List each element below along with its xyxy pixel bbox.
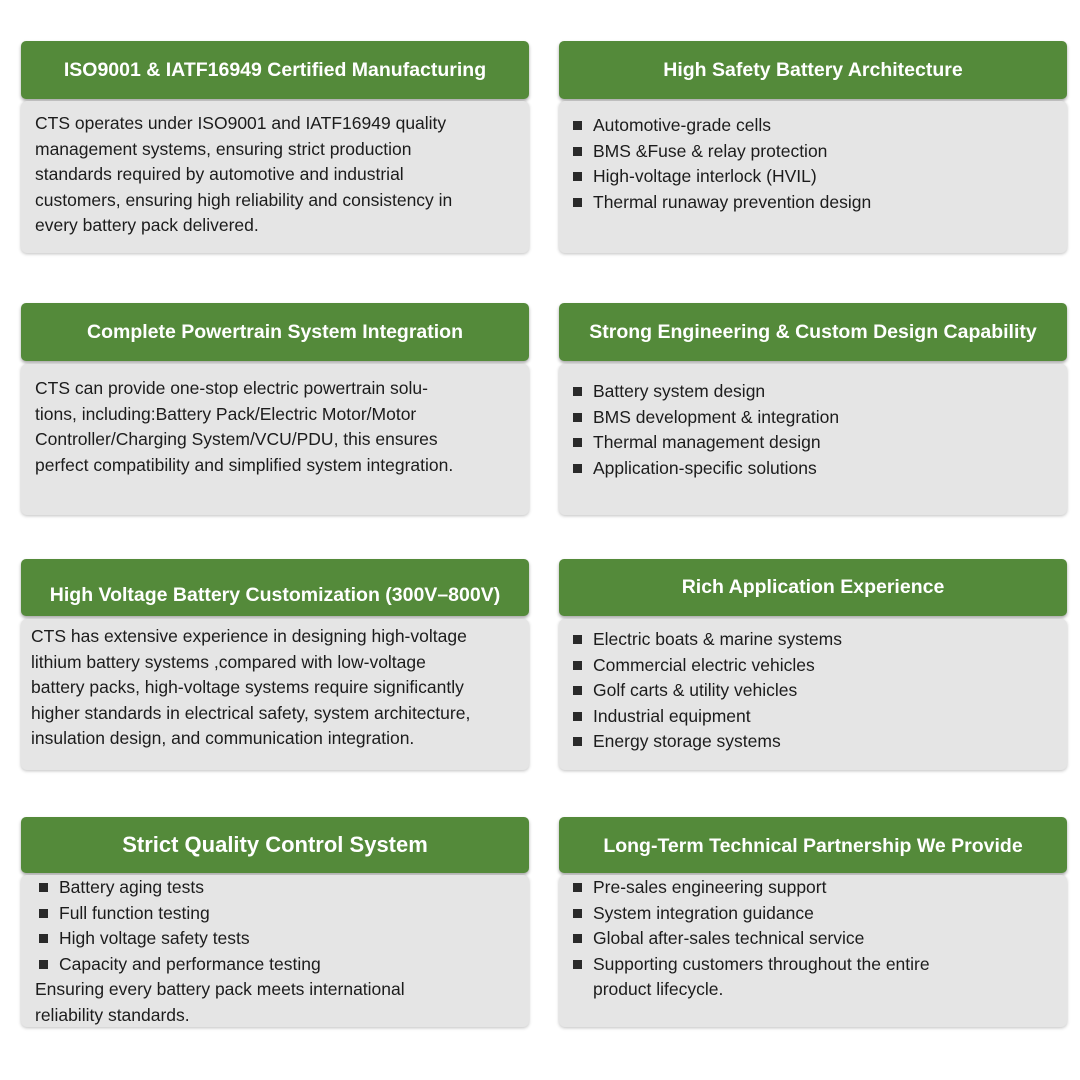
list-item-text: Pre-sales engineering support (593, 877, 827, 897)
list-item (39, 901, 515, 927)
list-item (573, 729, 1053, 755)
bullet-list (35, 875, 515, 977)
list-item-text: Automotive-grade cells (593, 115, 771, 135)
square-bullet-icon (39, 934, 48, 943)
card-title: Long-Term Technical Partnership We Provide (559, 817, 1067, 873)
card-body (559, 619, 1067, 770)
list-item (39, 875, 515, 901)
list-item (573, 926, 1053, 952)
list-item (39, 926, 515, 952)
square-bullet-icon (573, 147, 582, 156)
card-body (21, 364, 529, 515)
square-bullet-icon (573, 387, 582, 396)
list-item-text: High-voltage interlock (HVIL) (593, 166, 817, 186)
list-item-text: Battery system design (593, 381, 766, 401)
square-bullet-icon (573, 413, 582, 422)
list-item-text: Thermal management design (593, 432, 821, 452)
bullet-list (573, 875, 1053, 1003)
list-item (573, 190, 1053, 216)
card-text: CTS can provide one-stop electric powertrain solu- tions, including:Battery Pack/Electric Motor/Motor Controller/Charging System/VCU/PDU, this ensures perfect compatibility and simplified system integration. (35, 378, 454, 475)
list-item-text: Capacity and performance testing (59, 953, 321, 974)
square-bullet-icon (573, 198, 582, 207)
square-bullet-icon (573, 737, 582, 746)
card-text: CTS operates under ISO9001 and IATF16949 quality management systems, ensuring strict production standards required by automotive and industrial customers, ensuring high reliability and consistency in every battery pack delivered. (35, 113, 453, 235)
list-item (39, 952, 515, 978)
list-item (573, 875, 1053, 901)
list-item (573, 952, 1053, 1003)
square-bullet-icon (39, 883, 48, 892)
list-item-text: Full function testing (59, 902, 210, 923)
list-item-text: Energy storage systems (593, 731, 781, 751)
card-title: Strong Engineering & Custom Design Capability (559, 303, 1067, 361)
list-item (573, 164, 1053, 190)
square-bullet-icon (39, 960, 48, 969)
list-item-text: BMS &Fuse & relay protection (593, 140, 828, 161)
square-bullet-icon (573, 712, 582, 721)
list-item (573, 456, 1053, 482)
list-item-text: Supporting customers throughout the entire product lifecycle. (593, 953, 930, 999)
list-item-text: Industrial equipment (593, 705, 751, 726)
list-item (573, 653, 1053, 679)
list-item-text: Global after-sales technical service (593, 928, 865, 948)
card-body (21, 619, 529, 770)
card-text: Ensuring every battery pack meets international reliability standards. (35, 979, 405, 1025)
square-bullet-icon (573, 464, 582, 473)
list-item-text: Battery aging tests (59, 877, 204, 897)
list-item-text: BMS development & integration (593, 406, 840, 427)
card-title: High Voltage Battery Customization (300V–800V) (21, 559, 529, 616)
card-title: Rich Application Experience (559, 559, 1067, 616)
list-item (573, 627, 1053, 653)
square-bullet-icon (573, 438, 582, 447)
card-title: High Safety Battery Architecture (559, 41, 1067, 99)
bullet-list (573, 379, 1053, 481)
list-item-text: High voltage safety tests (59, 928, 250, 948)
card-body (559, 101, 1067, 253)
card-body (21, 875, 529, 1027)
list-item (573, 405, 1053, 431)
list-item-text: Application-specific solutions (593, 457, 817, 478)
square-bullet-icon (573, 934, 582, 943)
square-bullet-icon (573, 635, 582, 644)
card-title: Strict Quality Control System (21, 817, 529, 873)
list-item (573, 704, 1053, 730)
list-item (573, 678, 1053, 704)
square-bullet-icon (573, 686, 582, 695)
bullet-list (573, 627, 1053, 755)
square-bullet-icon (573, 661, 582, 670)
list-item (573, 139, 1053, 165)
card-body (559, 364, 1067, 515)
square-bullet-icon (573, 121, 582, 130)
card-title: ISO9001 & IATF16949 Certified Manufacturing (21, 41, 529, 99)
list-item-text: System integration guidance (593, 902, 814, 923)
square-bullet-icon (573, 909, 582, 918)
list-item (573, 901, 1053, 927)
list-item-text: Golf carts & utility vehicles (593, 680, 798, 700)
list-item (573, 430, 1053, 456)
list-item-text: Electric boats & marine systems (593, 629, 842, 649)
card-text: CTS has extensive experience in designing high-voltage lithium battery systems ,compared with low-voltage battery packs, high-voltage systems require significantly higher standards in electrical safety, system architecture, insulation design, and communication integration. (31, 626, 471, 748)
list-item-text: Thermal runaway prevention design (593, 191, 872, 212)
card-title: Complete Powertrain System Integration (21, 303, 529, 361)
card-body (559, 875, 1067, 1027)
list-item-text: Commercial electric vehicles (593, 654, 815, 675)
square-bullet-icon (573, 883, 582, 892)
list-item (573, 379, 1053, 405)
list-item (573, 113, 1053, 139)
square-bullet-icon (39, 909, 48, 918)
square-bullet-icon (573, 960, 582, 969)
square-bullet-icon (573, 172, 582, 181)
card-body (21, 101, 529, 253)
bullet-list (573, 113, 1053, 215)
